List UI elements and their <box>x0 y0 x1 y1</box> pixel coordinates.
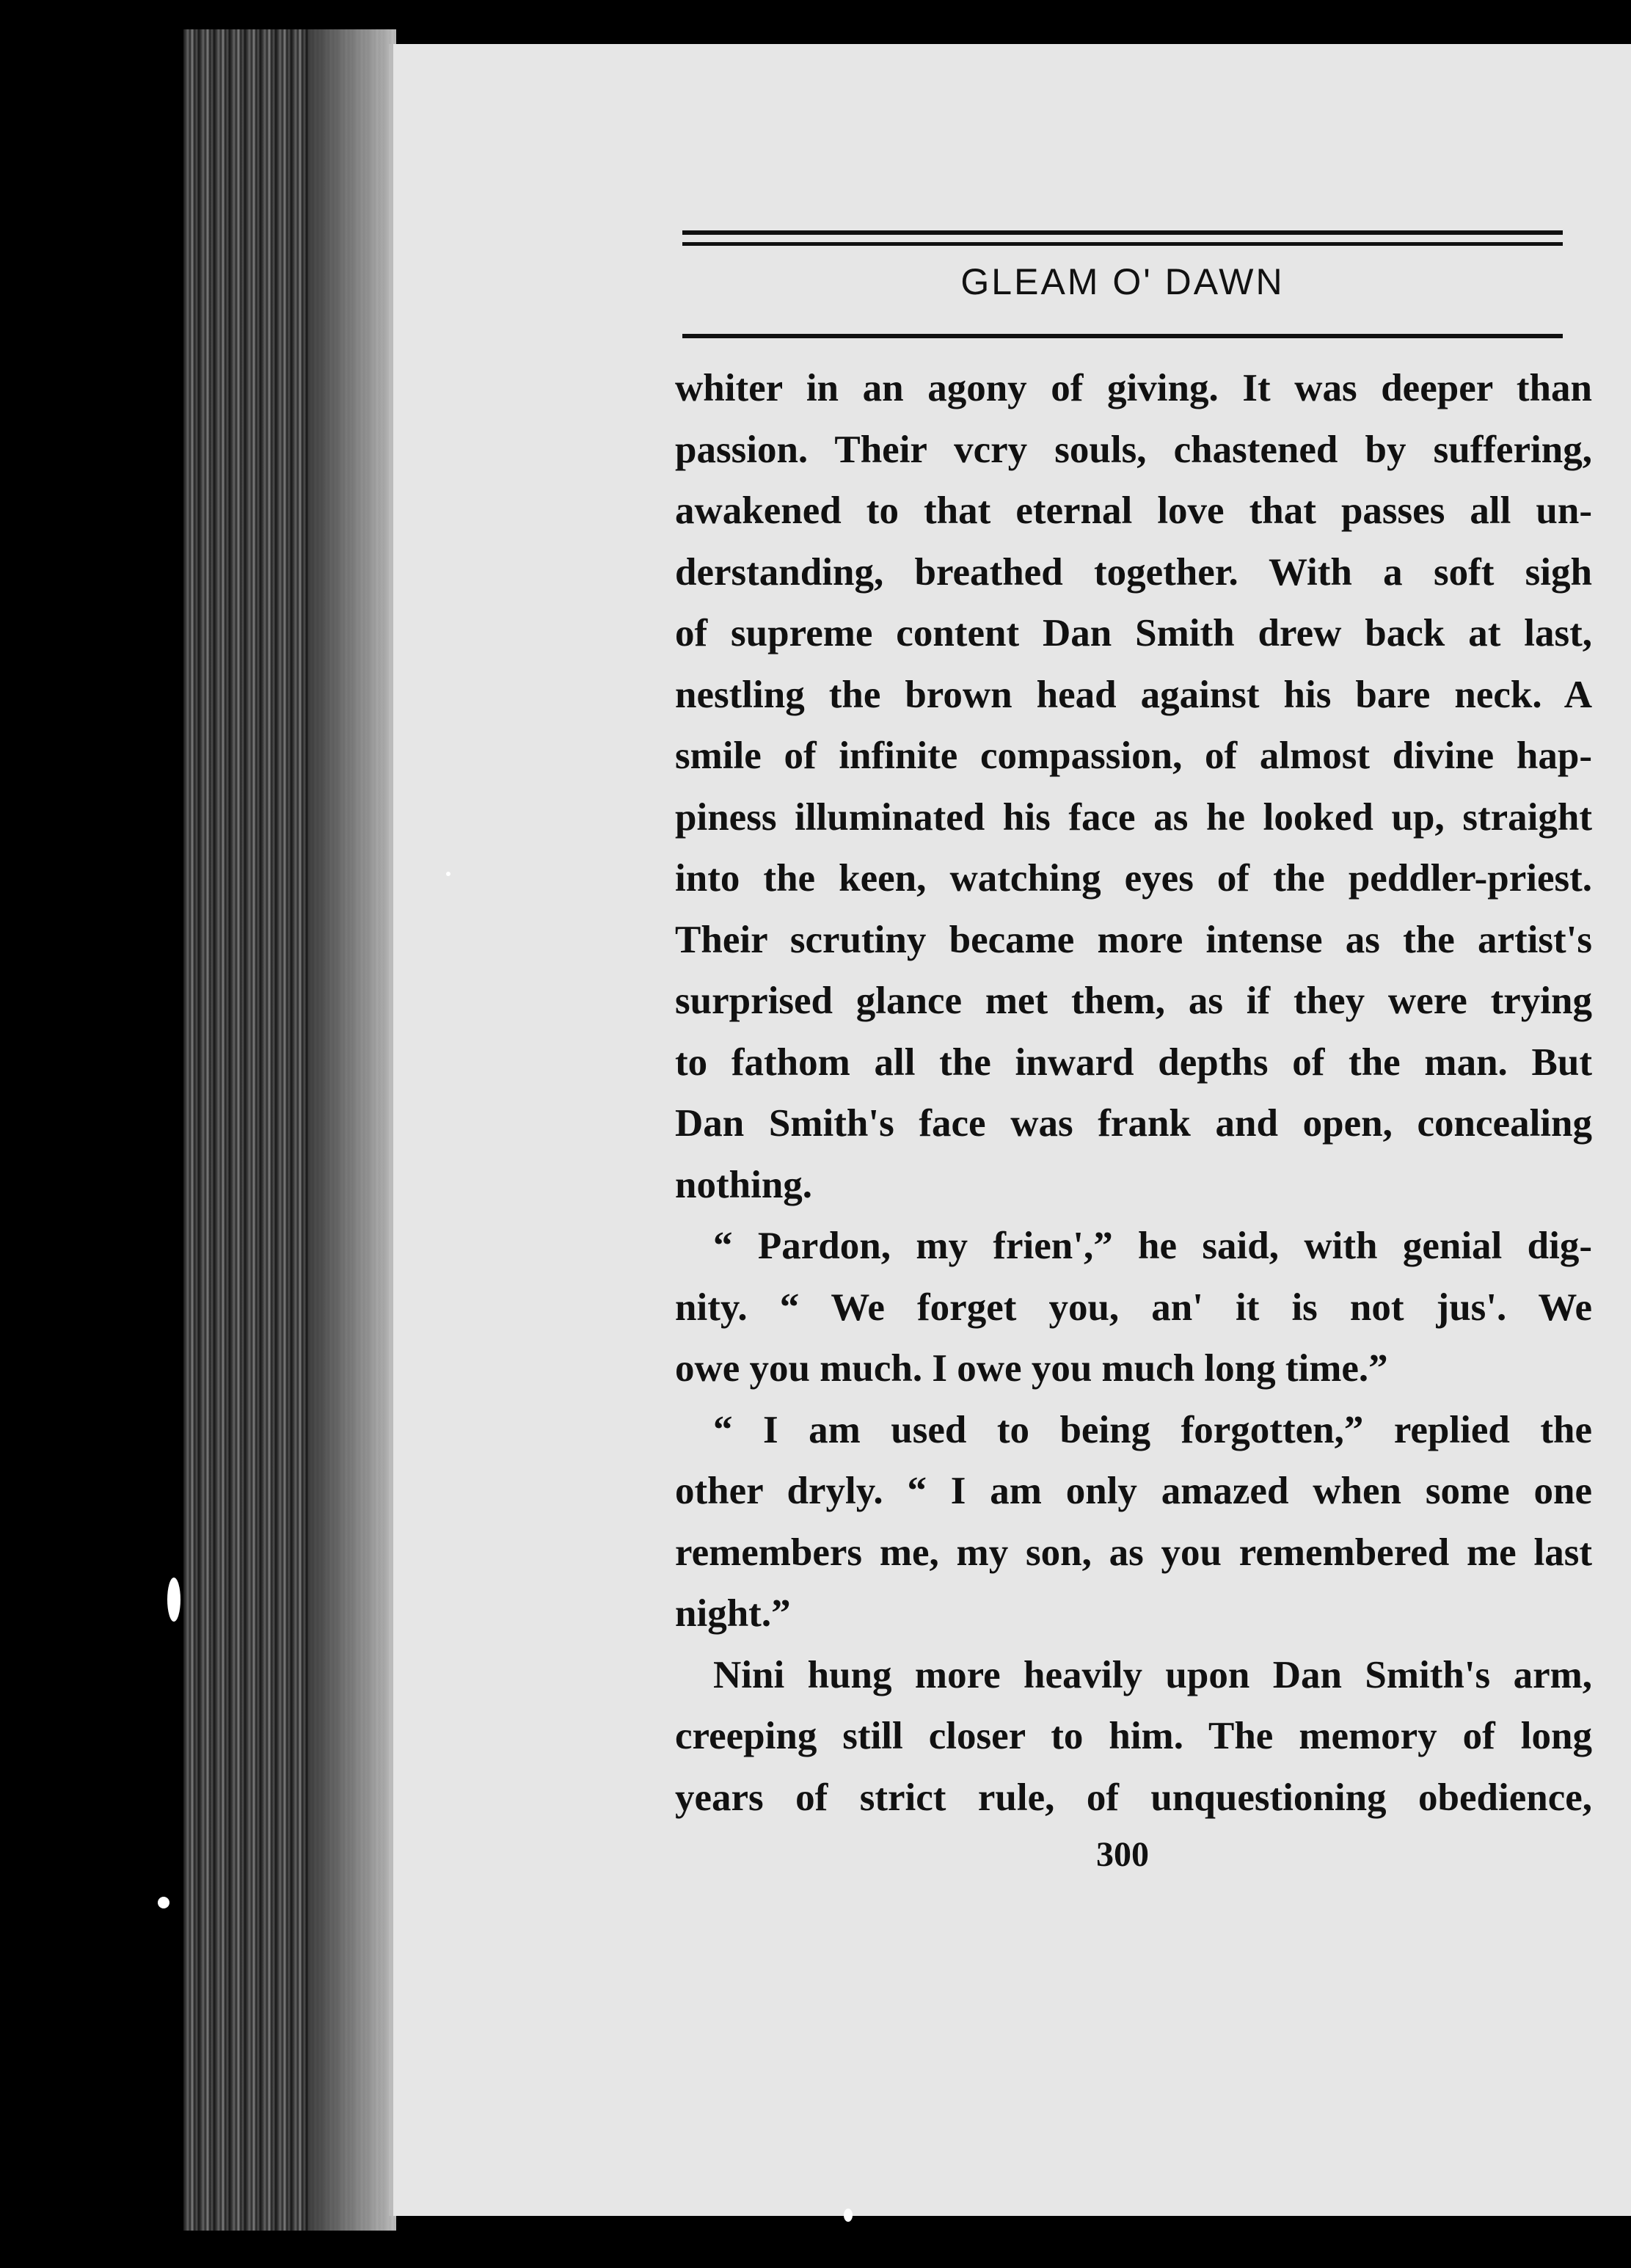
text-line: smile of infinite compassion, of almost divine hap- <box>675 734 1592 777</box>
text-line: of supreme content Dan Smith drew back at last, <box>675 612 1592 654</box>
text-line: into the keen, watching eyes of the peddler-priest. <box>675 857 1592 900</box>
text-line: owe you much. I owe you much long time.” <box>675 1347 1388 1390</box>
scan-speck <box>446 872 450 876</box>
text-line: nity. “ We forget you, an' it is not jus'. We <box>675 1286 1592 1329</box>
text-line: creeping still closer to him. The memory of long <box>675 1715 1592 1757</box>
header-rule-bottom <box>682 334 1563 338</box>
text-line: years of strict rule, of unquestioning obedience, <box>675 1776 1592 1819</box>
text-line: Nini hung more heavily upon Dan Smith's arm, <box>713 1653 1592 1696</box>
text-line: surprised glance met them, as if they were trying <box>675 980 1592 1022</box>
text-line: other dryly. “ I am only amazed when some one <box>675 1470 1592 1512</box>
book-gutter-shadow <box>308 29 396 2231</box>
text-line: nestling the brown head against his bare neck. A <box>675 673 1592 716</box>
scan-speck <box>167 1578 180 1622</box>
text-line: whiter in an agony of giving. It was deeper than <box>675 367 1592 409</box>
text-line: “ Pardon, my frien',” he said, with genial dig- <box>713 1225 1592 1267</box>
text-line: piness illuminated his face as he looked up, straight <box>675 795 1592 839</box>
body-text <box>675 358 1592 1828</box>
text-line: derstanding, breathed together. With a soft sigh <box>675 550 1592 594</box>
text-line: remembers me, my son, as you remembered me last <box>675 1531 1592 1574</box>
text-line: “ I am used to being forgotten,” replied the <box>713 1408 1592 1451</box>
running-head: GLEAM O' DAWN <box>960 261 1285 302</box>
page-number: 300 <box>1096 1835 1149 1874</box>
header-rule-top-1 <box>682 230 1563 235</box>
text-line: Dan Smith's face was frank and open, concealing <box>675 1102 1592 1145</box>
scan-speck <box>844 2209 853 2222</box>
text-line: awakened to that eternal love that passes all un- <box>675 489 1592 532</box>
text-line: passion. Their vсry souls, chastened by suffering, <box>675 428 1592 471</box>
scan-speck <box>158 1897 169 1908</box>
header-rule-top-2 <box>682 242 1563 246</box>
text-line: night.” <box>675 1592 791 1635</box>
text-line: to fathom all the inward depths of the man. But <box>675 1040 1592 1084</box>
text-line: Their scrutiny became more intense as the artist's <box>675 918 1592 961</box>
text-line: nothing. <box>675 1163 813 1206</box>
